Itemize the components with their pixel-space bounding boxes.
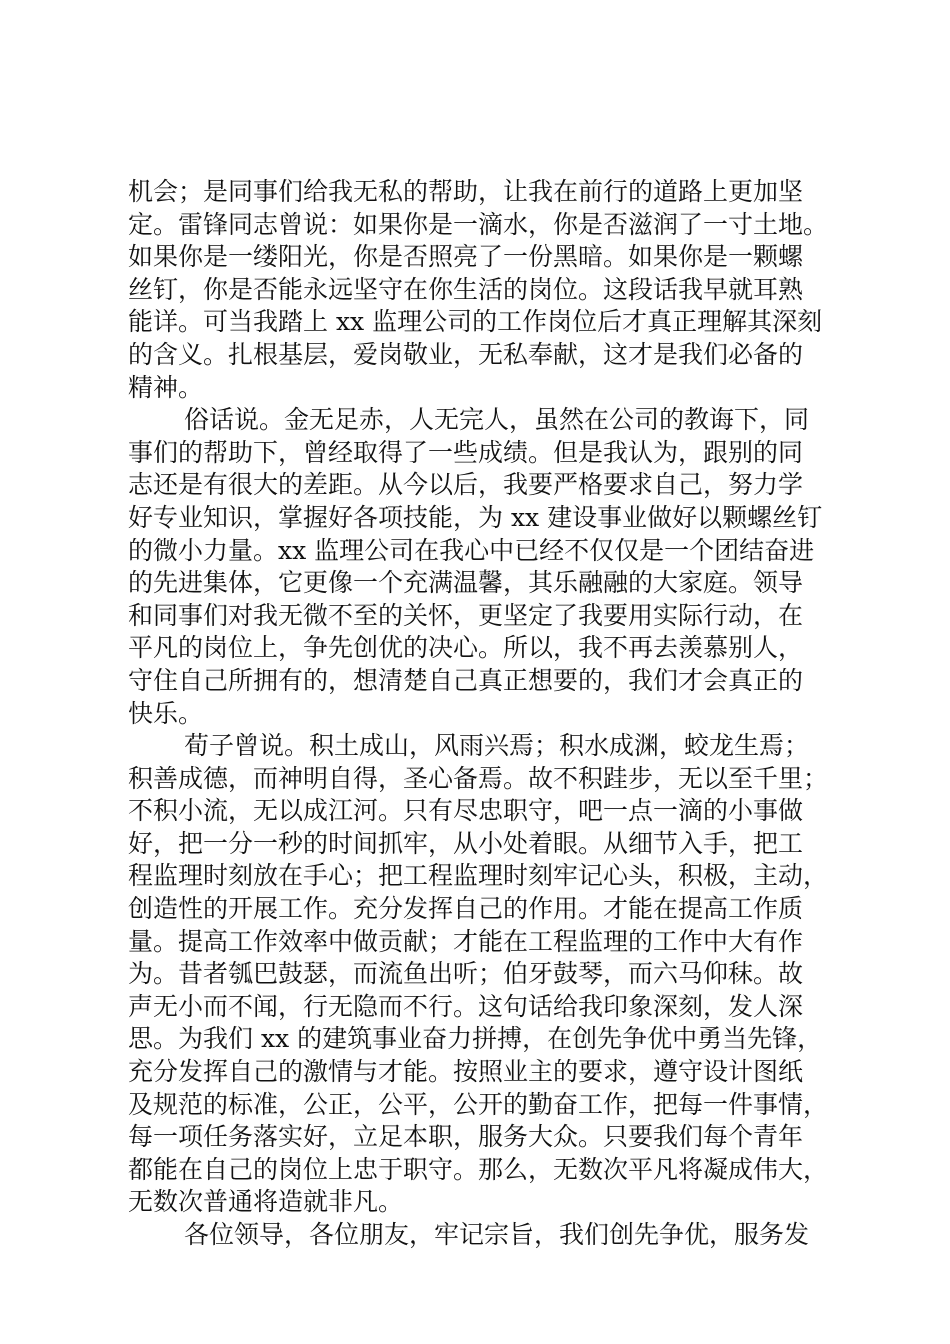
text-line: 好专业知识，掌握好各项技能，为 xx 建设事业做好以颗螺丝钉 bbox=[128, 502, 823, 532]
text-line: 程监理时刻放在手心；把工程监理时刻牢记心头，积极，主动， bbox=[128, 861, 829, 891]
text-line: 机会；是同事们给我无私的帮助，让我在前行的道路上更加坚 bbox=[128, 177, 804, 206]
text-line: 平凡的岗位上，争先创优的决心。所以，我不再去羡慕别人， bbox=[128, 633, 804, 663]
text-line: 好，把一分一秒的时间抓牢，从小处着眼。从细节入手，把工 bbox=[128, 828, 804, 858]
paragraph-first-line: 俗话说。金无足赤，人无完人，虽然在公司的教诲下，同 bbox=[184, 405, 810, 435]
text-line: 如果你是一缕阳光，你是否照亮了一份黑暗。如果你是一颗螺 bbox=[128, 242, 804, 272]
text-line: 守住自己所拥有的，想清楚自己真正想要的，我们才会真正的 bbox=[128, 665, 804, 695]
text-line: 志还是有很大的差距。从今以后，我要严格要求自己，努力学 bbox=[128, 470, 804, 500]
text-line: 每一项任务落实好，立足本职，服务大众。只要我们每个青年 bbox=[128, 1122, 804, 1152]
text-line: 创造性的开展工作。充分发挥自己的作用。才能在提高工作质 bbox=[128, 894, 804, 924]
text-line: 都能在自己的岗位上忠于职守。那么，无数次平凡将凝成伟大， bbox=[128, 1154, 829, 1184]
body-text bbox=[128, 176, 848, 1252]
text-line: 的先进集体，它更像一个充满温馨，其乐融融的大家庭。领导 bbox=[128, 568, 804, 598]
text-line: 积善成德，而神明自得，圣心备焉。故不积跬步，无以至千里； bbox=[128, 763, 829, 793]
text-line: 丝钉，你是否能永远坚守在你生活的岗位。这段话我早就耳熟 bbox=[128, 274, 804, 304]
text-line: 的微小力量。xx 监理公司在我心中已经不仅仅是一个团结奋进 bbox=[128, 535, 815, 565]
text-line: 无数次普通将造就非凡。 bbox=[128, 1187, 404, 1217]
text-line: 充分发挥自己的激情与才能。按照业主的要求，遵守设计图纸 bbox=[128, 1057, 804, 1087]
text-line: 量。提高工作效率中做贡献；才能在工程监理的工作中大有作 bbox=[128, 926, 804, 956]
text-line: 能详。可当我踏上 xx 监理公司的工作岗位后才真正理解其深刻 bbox=[128, 307, 823, 337]
text-line: 为。昔者瓠巴鼓瑟，而流鱼出听；伯牙鼓琴，而六马仰秣。故 bbox=[128, 959, 804, 989]
text-line: 定。雷锋同志曾说：如果你是一滴水，你是否滋润了一寸土地。 bbox=[128, 209, 829, 239]
paragraph-first-line: 各位领导，各位朋友，牢记宗旨，我们创先争优，服务发 bbox=[184, 1220, 810, 1249]
text-line: 精神。 bbox=[128, 372, 204, 402]
paragraph-first-line: 荀子曾说。积土成山，风雨兴焉；积水成渊，蛟龙生焉； bbox=[184, 731, 810, 761]
text-line: 快乐。 bbox=[128, 698, 204, 728]
text-line: 声无小而不闻，行无隐而不行。这句话给我印象深刻，发人深 bbox=[128, 991, 804, 1021]
text-line: 思。为我们 xx 的建筑事业奋力拼搏，在创先争优中勇当先锋， bbox=[128, 1024, 823, 1054]
text-line: 事们的帮助下，曾经取得了一些成绩。但是我认为，跟别的同 bbox=[128, 437, 804, 467]
text-line: 的含义。扎根基层，爱岗敬业，无私奉献，这才是我们必备的 bbox=[128, 339, 804, 369]
text-line: 和同事们对我无微不至的关怀，更坚定了我要用实际行动，在 bbox=[128, 600, 804, 630]
text-line: 及规范的标准，公正，公平，公开的勤奋工作，把每一件事情， bbox=[128, 1089, 829, 1119]
text-line: 不积小流，无以成江河。只有尽忠职守，吧一点一滴的小事做 bbox=[128, 796, 804, 826]
